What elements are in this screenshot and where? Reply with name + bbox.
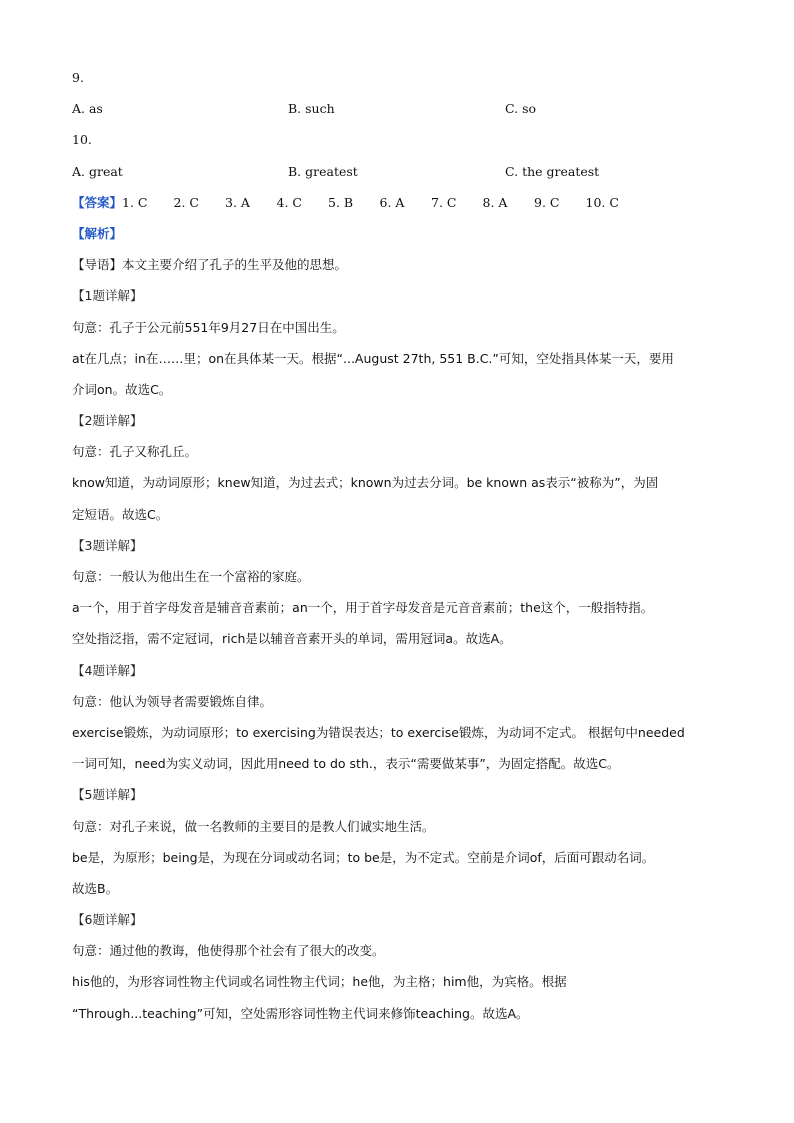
question-9-options — [72, 93, 732, 124]
answer-item: 8. A — [482, 194, 508, 210]
answer-label: 【答案】 — [72, 194, 123, 210]
detail-line: 故选B。 — [72, 880, 119, 896]
detail-line: 句意：他认为领导者需要锻炼自律。 — [72, 693, 273, 709]
detail-line: his他的，为形容词性物主代词或名词性物主代词；he他，为主格；him他，为宾格。根据 — [72, 974, 567, 990]
answer-item: 10. C — [585, 194, 619, 210]
detail-line: be是，为原形；being是，为现在分词或动名词；to be是，为不定式。空前是介词of，后面可跟动名词。 — [72, 849, 655, 865]
detail-line: 句意：孔子又称孔丘。 — [72, 444, 198, 460]
detail-line: a一个，用于首字母发音是辅音音素前；an一个，用于首字母发音是元音音素前；the这个，一般指特指。 — [72, 600, 654, 616]
answer-item: 7. C — [431, 194, 457, 210]
document-page — [72, 62, 732, 1029]
detail-line: 介词on。故选C。 — [72, 381, 172, 397]
question-9-number: 9. — [72, 70, 84, 85]
detail-heading: 【3题详解】 — [72, 537, 143, 553]
option-b: B. such — [288, 101, 335, 117]
answer-item: 6. A — [379, 194, 405, 210]
answer-item: 4. C — [276, 194, 302, 210]
detail-line: “Through...teaching”可知，空处需形容词性物主代词来修饰teaching。故选A。 — [72, 1005, 529, 1021]
answer-item: 1. C — [122, 194, 148, 210]
detail-sections — [72, 280, 732, 1029]
detail-line: 一词可知，need为实义动词，因此用need to do sth.，表示“需要做某事”，为固定搭配。故选C。 — [72, 756, 620, 772]
option-b: B. greatest — [288, 163, 358, 179]
detail-line: 空处指泛指，需不定冠词，rich是以辅音音素开头的单词，需用冠词a。故选A。 — [72, 631, 512, 647]
answer-list — [122, 187, 637, 218]
detail-line: at在几点；in在……里；on在具体某一天。根据“...August 27th, 551 B.C.”可知，空处指具体某一天，要用 — [72, 350, 674, 366]
detail-line: 定短语。故选C。 — [72, 506, 169, 522]
guide-text: 【导语】本文主要介绍了孔子的生平及他的思想。 — [72, 257, 348, 273]
question-10-options — [72, 156, 732, 187]
detail-heading: 【6题详解】 — [72, 912, 143, 928]
detail-heading: 【1题详解】 — [72, 288, 143, 304]
question-10-number: 10. — [72, 132, 92, 148]
answer-item: 5. B — [328, 194, 354, 210]
option-c: C. so — [505, 101, 537, 117]
detail-line: 句意：孔子于公元前551年9月27日在中国出生。 — [72, 319, 345, 335]
answer-item: 2. C — [173, 194, 199, 210]
analysis-label: 【解析】 — [72, 225, 123, 241]
detail-heading: 【4题详解】 — [72, 662, 143, 678]
option-a: A. as — [72, 101, 103, 117]
answer-item: 9. C — [534, 194, 560, 210]
detail-line: 句意：对孔子来说，做一名教师的主要目的是教人们诚实地生活。 — [72, 818, 435, 834]
option-c: C. the greatest — [505, 163, 600, 179]
detail-line: exercise锻炼，为动词原形；to exercising为错误表达；to exercise锻炼，为动词不定式。 根据句中needed — [72, 724, 685, 740]
detail-line: 句意：一般认为他出生在一个富裕的家庭。 — [72, 569, 310, 584]
option-a: A. great — [72, 163, 123, 179]
detail-heading: 【2题详解】 — [72, 413, 143, 429]
answer-item: 3. A — [225, 194, 250, 210]
detail-line: 句意：通过他的教诲，他使得那个社会有了很大的改变。 — [72, 943, 385, 959]
detail-heading: 【5题详解】 — [72, 787, 143, 803]
detail-line: know知道，为动词原形；knew知道，为过去式；known为过去分词。be known as表示“被称为”，为固 — [72, 475, 659, 491]
answer-key — [72, 187, 732, 218]
